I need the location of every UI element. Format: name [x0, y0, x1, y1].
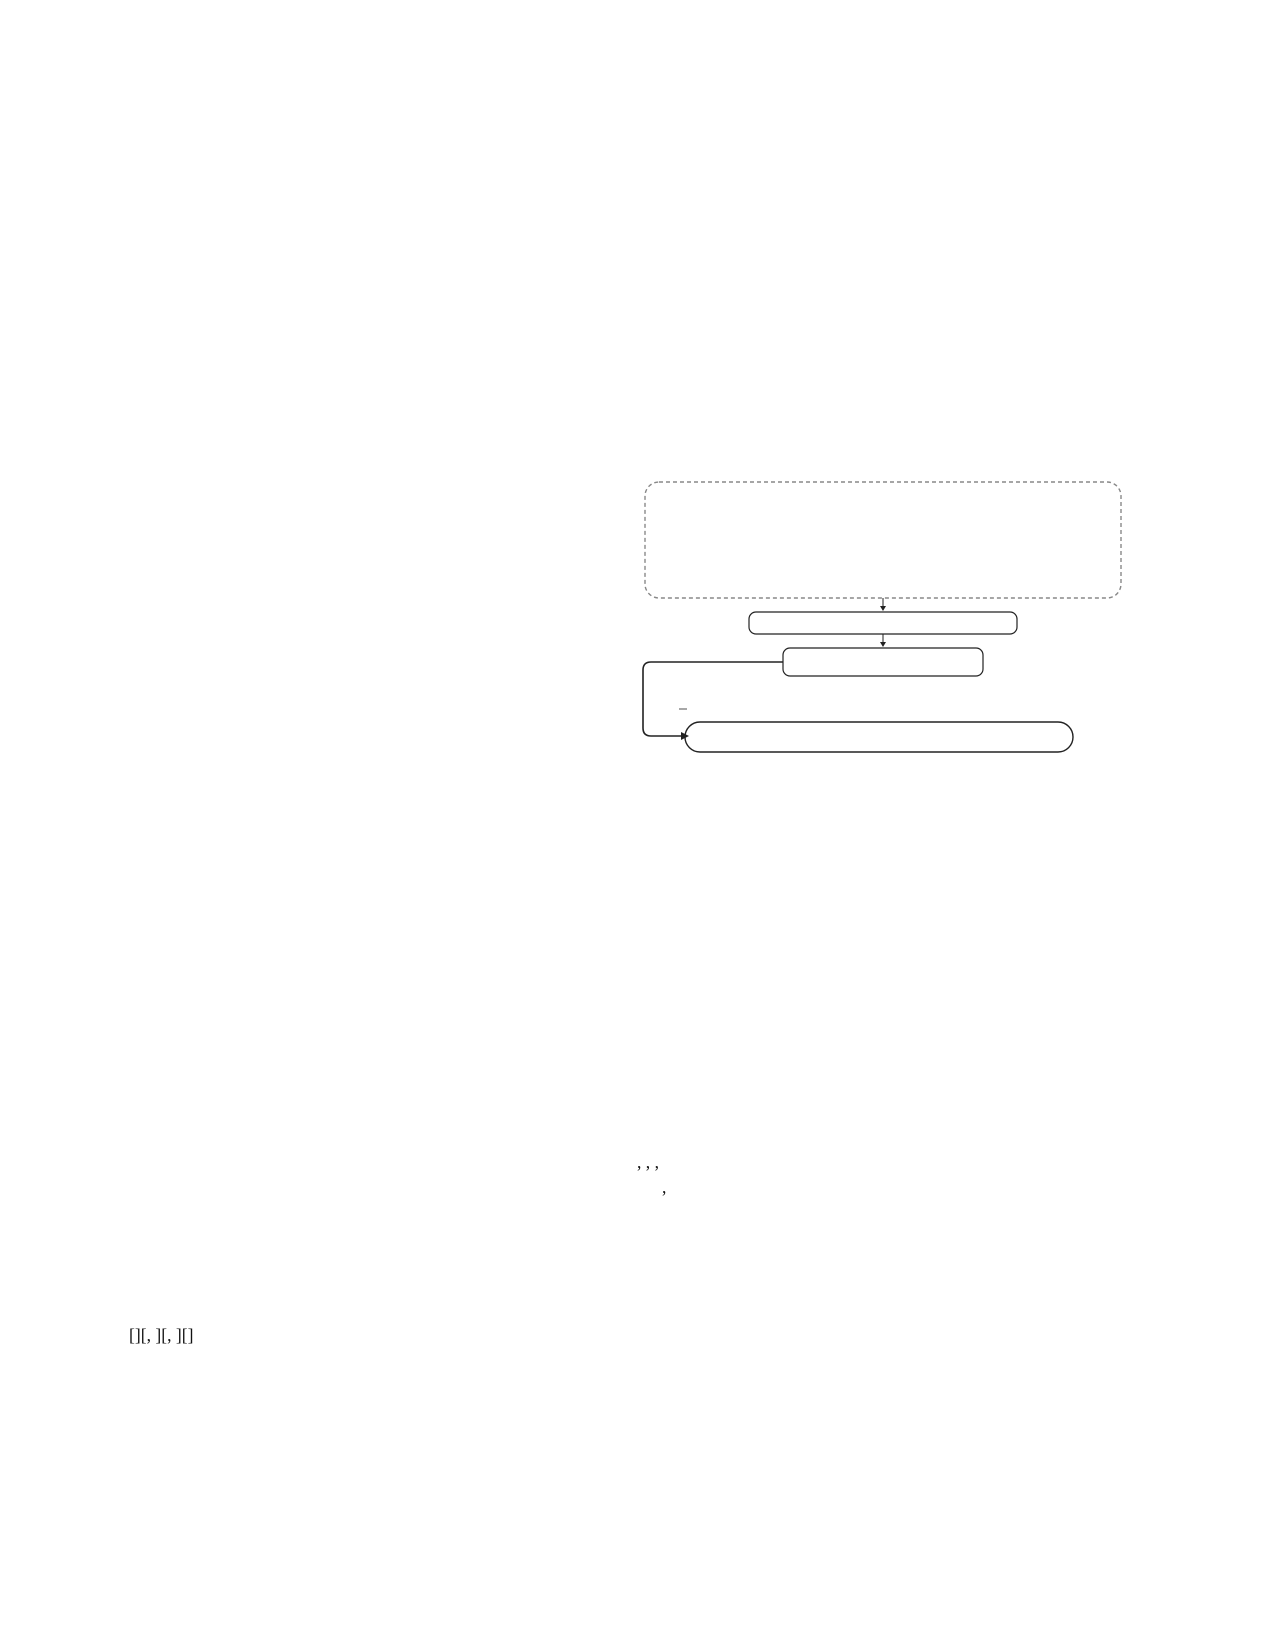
prediction-sequence-box: [685, 722, 1073, 752]
stage-multimodal-transformer: [783, 648, 983, 676]
cvf-logo: [138, 8, 234, 74]
right-column-text: [637, 1150, 1127, 1200]
figure-1: [637, 478, 1129, 966]
paragraph: , , ,: [637, 1152, 659, 1172]
intro-paragraph: [][, ][, ][]: [129, 1325, 194, 1345]
stage-feature-extraction: [749, 612, 1017, 634]
paragraph: ,: [662, 1176, 667, 1197]
email-line: [110, 398, 1128, 417]
query-box: [645, 482, 1121, 598]
